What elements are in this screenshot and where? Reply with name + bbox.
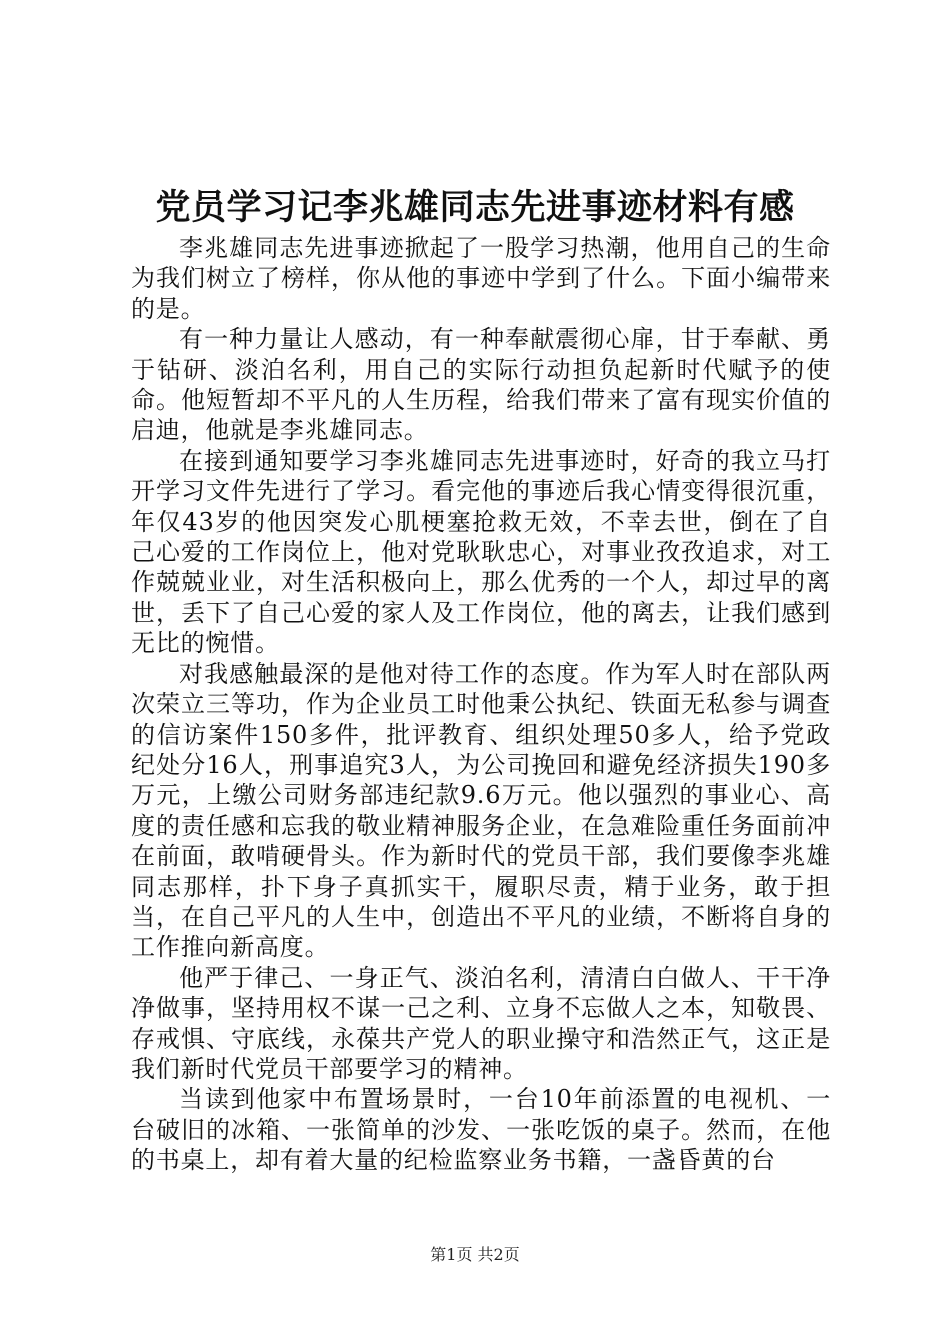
page-number-footer: 第1页 共2页: [430, 1245, 520, 1264]
paragraph-learning: 在接到通知要学习李兆雄同志先进事迹时，好奇的我立马打开学习文件先进行了学习。看完他的事迹后我心情变得很沉重，年仅43岁的他因突发心肌梗塞抢救无效，不幸去世，倒在了自己心爱的工作岗位上，他对党耿耿忠心，对事业孜孜追求，对工作兢兢业业，对生活积极向上，那么优秀的一个人，却过早的离世，丢下了自己心爱的家人及工作岗位，他的离去，让我们感到无比的惋惜。: [131, 446, 831, 658]
paragraph-integrity: 他严于律己、一身正气、淡泊名利，清清白白做人、干干净净做事，坚持用权不谋一己之利、立身不忘做人之本，知敬畏、存戒惧、守底线，永葆共产党人的职业操守和浩然正气，这正是我们新时代党员干部要学习的精神。: [131, 963, 831, 1083]
paragraph-work-attitude: 对我感触最深的是他对待工作的态度。作为军人时在部队两次荣立三等功，作为企业员工时他秉公执纪、铁面无私参与调查的信访案件150多件，批评教育、组织处理50多人，给予党政纪处分16人，刑事追究3人，为公司挽回和避免经济损失190多万元，上缴公司财务部违纪款9.6万元。他以强烈的事业心、高度的责任感和忘我的敬业精神服务企业，在急难险重任务面前冲在前面，敢啃硬骨头。作为新时代的党员干部，我们要像李兆雄同志那样，扑下身子真抓实干，履职尽责，精于业务，敢于担当，在自己平凡的人生中，创造出不平凡的业绩，不断将自身的工作推向新高度。: [131, 659, 831, 962]
document-title: 党员学习记李兆雄同志先进事迹材料有感: [155, 188, 795, 228]
document-body: [131, 233, 831, 1176]
paragraph-home-scene: 当读到他家中布置场景时，一台10年前添置的电视机、一台破旧的冰箱、一张简单的沙发、一张吃饭的桌子。然而，在他的书桌上，却有着大量的纪检监察业务书籍，一盏昏黄的台: [131, 1085, 831, 1175]
paragraph-intro: 李兆雄同志先进事迹掀起了一股学习热潮，他用自己的生命为我们树立了榜样，你从他的事迹中学到了什么。下面小编带来的是。: [131, 234, 831, 323]
paragraph-dedication: 有一种力量让人感动，有一种奉献震彻心扉，甘于奉献、勇于钻研、淡泊名利，用自己的实际行动担负起新时代赋予的使命。他短暂却不平凡的人生历程，给我们带来了富有现实价值的启迪，他就是李兆雄同志。: [131, 325, 831, 445]
